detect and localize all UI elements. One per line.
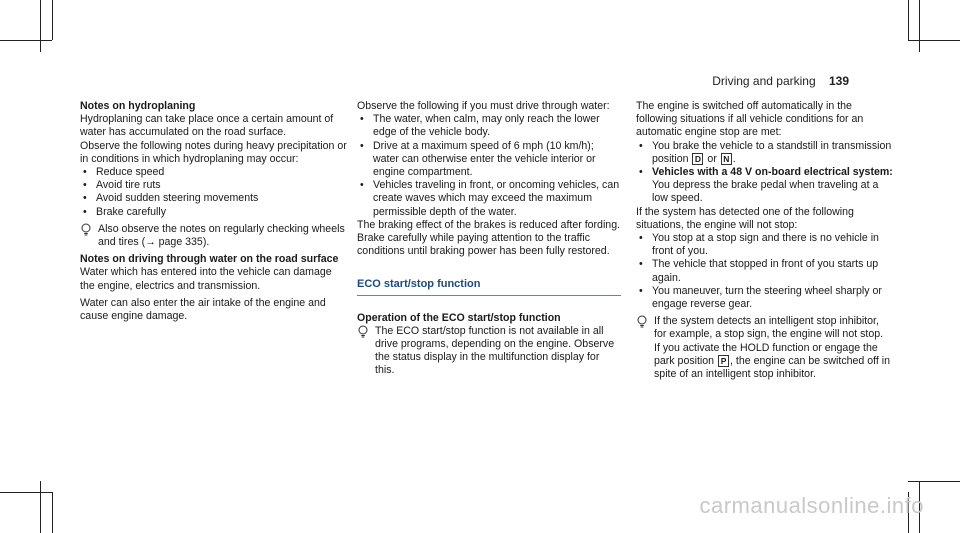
eco-heading-divider (357, 295, 621, 296)
item-bold: Vehicles with a 48 V on-board electrical system: (652, 166, 893, 179)
list-item (636, 140, 894, 166)
no-stop-list (636, 232, 894, 311)
water-paragraph-2: Water can also enter the air intake of the engine and cause engine damage. (80, 296, 326, 323)
crop-mark-top-left-h (0, 40, 52, 41)
list-item: • Avoid sudden steering movements (80, 192, 348, 205)
list-item: • You maneuver, turn the steering wheel sharply or engage reverse gear. (636, 285, 894, 311)
info-bulb-icon (636, 315, 648, 328)
eco-note-text: The ECO start/stop function is not available in all drive programs, depending on the engine. Observe the status display in the multifunction display for this. (375, 324, 615, 377)
list-item: • Avoid tire ruts (80, 179, 348, 192)
note-text: , the engine can be switched off in spite of an intelligent stop inhibitor. (654, 354, 891, 381)
list-item: • Drive at a maximum speed of 6 mph (10 km/h); water can otherwise enter the vehicle interior or engine compartment. (357, 140, 621, 180)
crop-mark-top-right-v2 (908, 0, 909, 40)
item-or: or (707, 152, 717, 165)
list-item: • The vehicle that stopped in front of you starts up again. (636, 258, 894, 284)
key-p-icon: P (718, 355, 729, 367)
list-item: • You stop at a stop sign and there is no vehicle in front of you. (636, 232, 894, 258)
column-1 (80, 100, 348, 323)
inhibitor-note-p2 (654, 342, 894, 382)
hydroplaning-observe: Observe the following notes during heavy precipitation or in conditions in which hydroplaning may occur: (80, 139, 347, 165)
crop-mark-bottom-left-v (40, 481, 41, 533)
inhibitor-note-p1: If the system detects an intelligent stop inhibitor, for example, a stop sign, the engine will not stop. (654, 315, 884, 341)
key-n-icon: N (721, 153, 732, 165)
inhibitor-note (636, 315, 894, 381)
crop-mark-bottom-left-h (0, 492, 52, 493)
crop-mark-top-right-v (919, 0, 920, 52)
info-bulb-icon (357, 325, 369, 338)
crop-mark-top-right-h (908, 40, 960, 41)
auto-stop-intro: The engine is switched off automatically in the following situations if all vehicle conditions for an automatic engine stop are met: (636, 100, 864, 139)
hydroplaning-heading: Notes on hydroplaning (80, 100, 196, 112)
water-list (357, 113, 621, 219)
eco-section-heading: ECO start/stop function (357, 278, 481, 291)
watermark: carmanualsonline.info (699, 493, 924, 518)
column-3 (636, 100, 894, 381)
page-number: 139 (828, 74, 849, 88)
item-end: . (732, 152, 736, 165)
eco-note (357, 325, 621, 378)
item-text: You brake the vehicle to a standstill in transmission position (652, 139, 892, 165)
hydroplaning-list (80, 166, 348, 219)
info-bulb-icon (80, 223, 92, 236)
column-2 (357, 100, 621, 378)
no-stop-intro: If the system has detected one of the following situations, the engine will not stop: (636, 205, 854, 231)
list-item: • Brake carefully (80, 206, 348, 219)
page-header (712, 74, 849, 88)
key-d-icon: D (692, 153, 703, 165)
water-observe: Observe the following if you must drive through water: (357, 100, 610, 112)
crop-mark-bottom-right-h (908, 481, 960, 482)
auto-stop-list (636, 140, 894, 206)
water-paragraph-1: Water which has entered into the vehicle can damage the engine, electrics and transmission. (80, 266, 332, 292)
tire-note-text: Also observe the notes on regularly checking wheels and tires (→ page 335). (98, 222, 345, 249)
list-item: • Reduce speed (80, 166, 348, 179)
crop-mark-top-left-v (40, 0, 41, 52)
hydroplaning-intro: Hydroplaning can take place once a certain amount of water has accumulated on the road surface. (80, 113, 334, 139)
list-item: • Vehicles traveling in front, or oncoming vehicles, can create waves which may exceed the maximum permissible depth of the water. (357, 179, 621, 219)
list-item: • The water, when calm, may only reach the lower edge of the vehicle body. (357, 113, 621, 139)
water-heading: Notes on driving through water on the road surface (80, 253, 339, 266)
crop-mark-bottom-left-v2 (52, 492, 53, 533)
item-text: You depress the brake pedal when traveling at a low speed. (652, 179, 879, 205)
eco-operation-heading: Operation of the ECO start/stop function (357, 311, 561, 324)
note-text: If you activate the HOLD function or engage the park position (654, 341, 878, 367)
crop-mark-top-left-v2 (52, 0, 53, 40)
list-item (636, 166, 894, 206)
tire-note (80, 223, 348, 249)
braking-paragraph: The braking effect of the brakes is reduced after fording. Brake carefully while paying attention to the traffic conditions until braking power has been fully restored. (357, 218, 621, 258)
section-title: Driving and parking (712, 74, 816, 88)
